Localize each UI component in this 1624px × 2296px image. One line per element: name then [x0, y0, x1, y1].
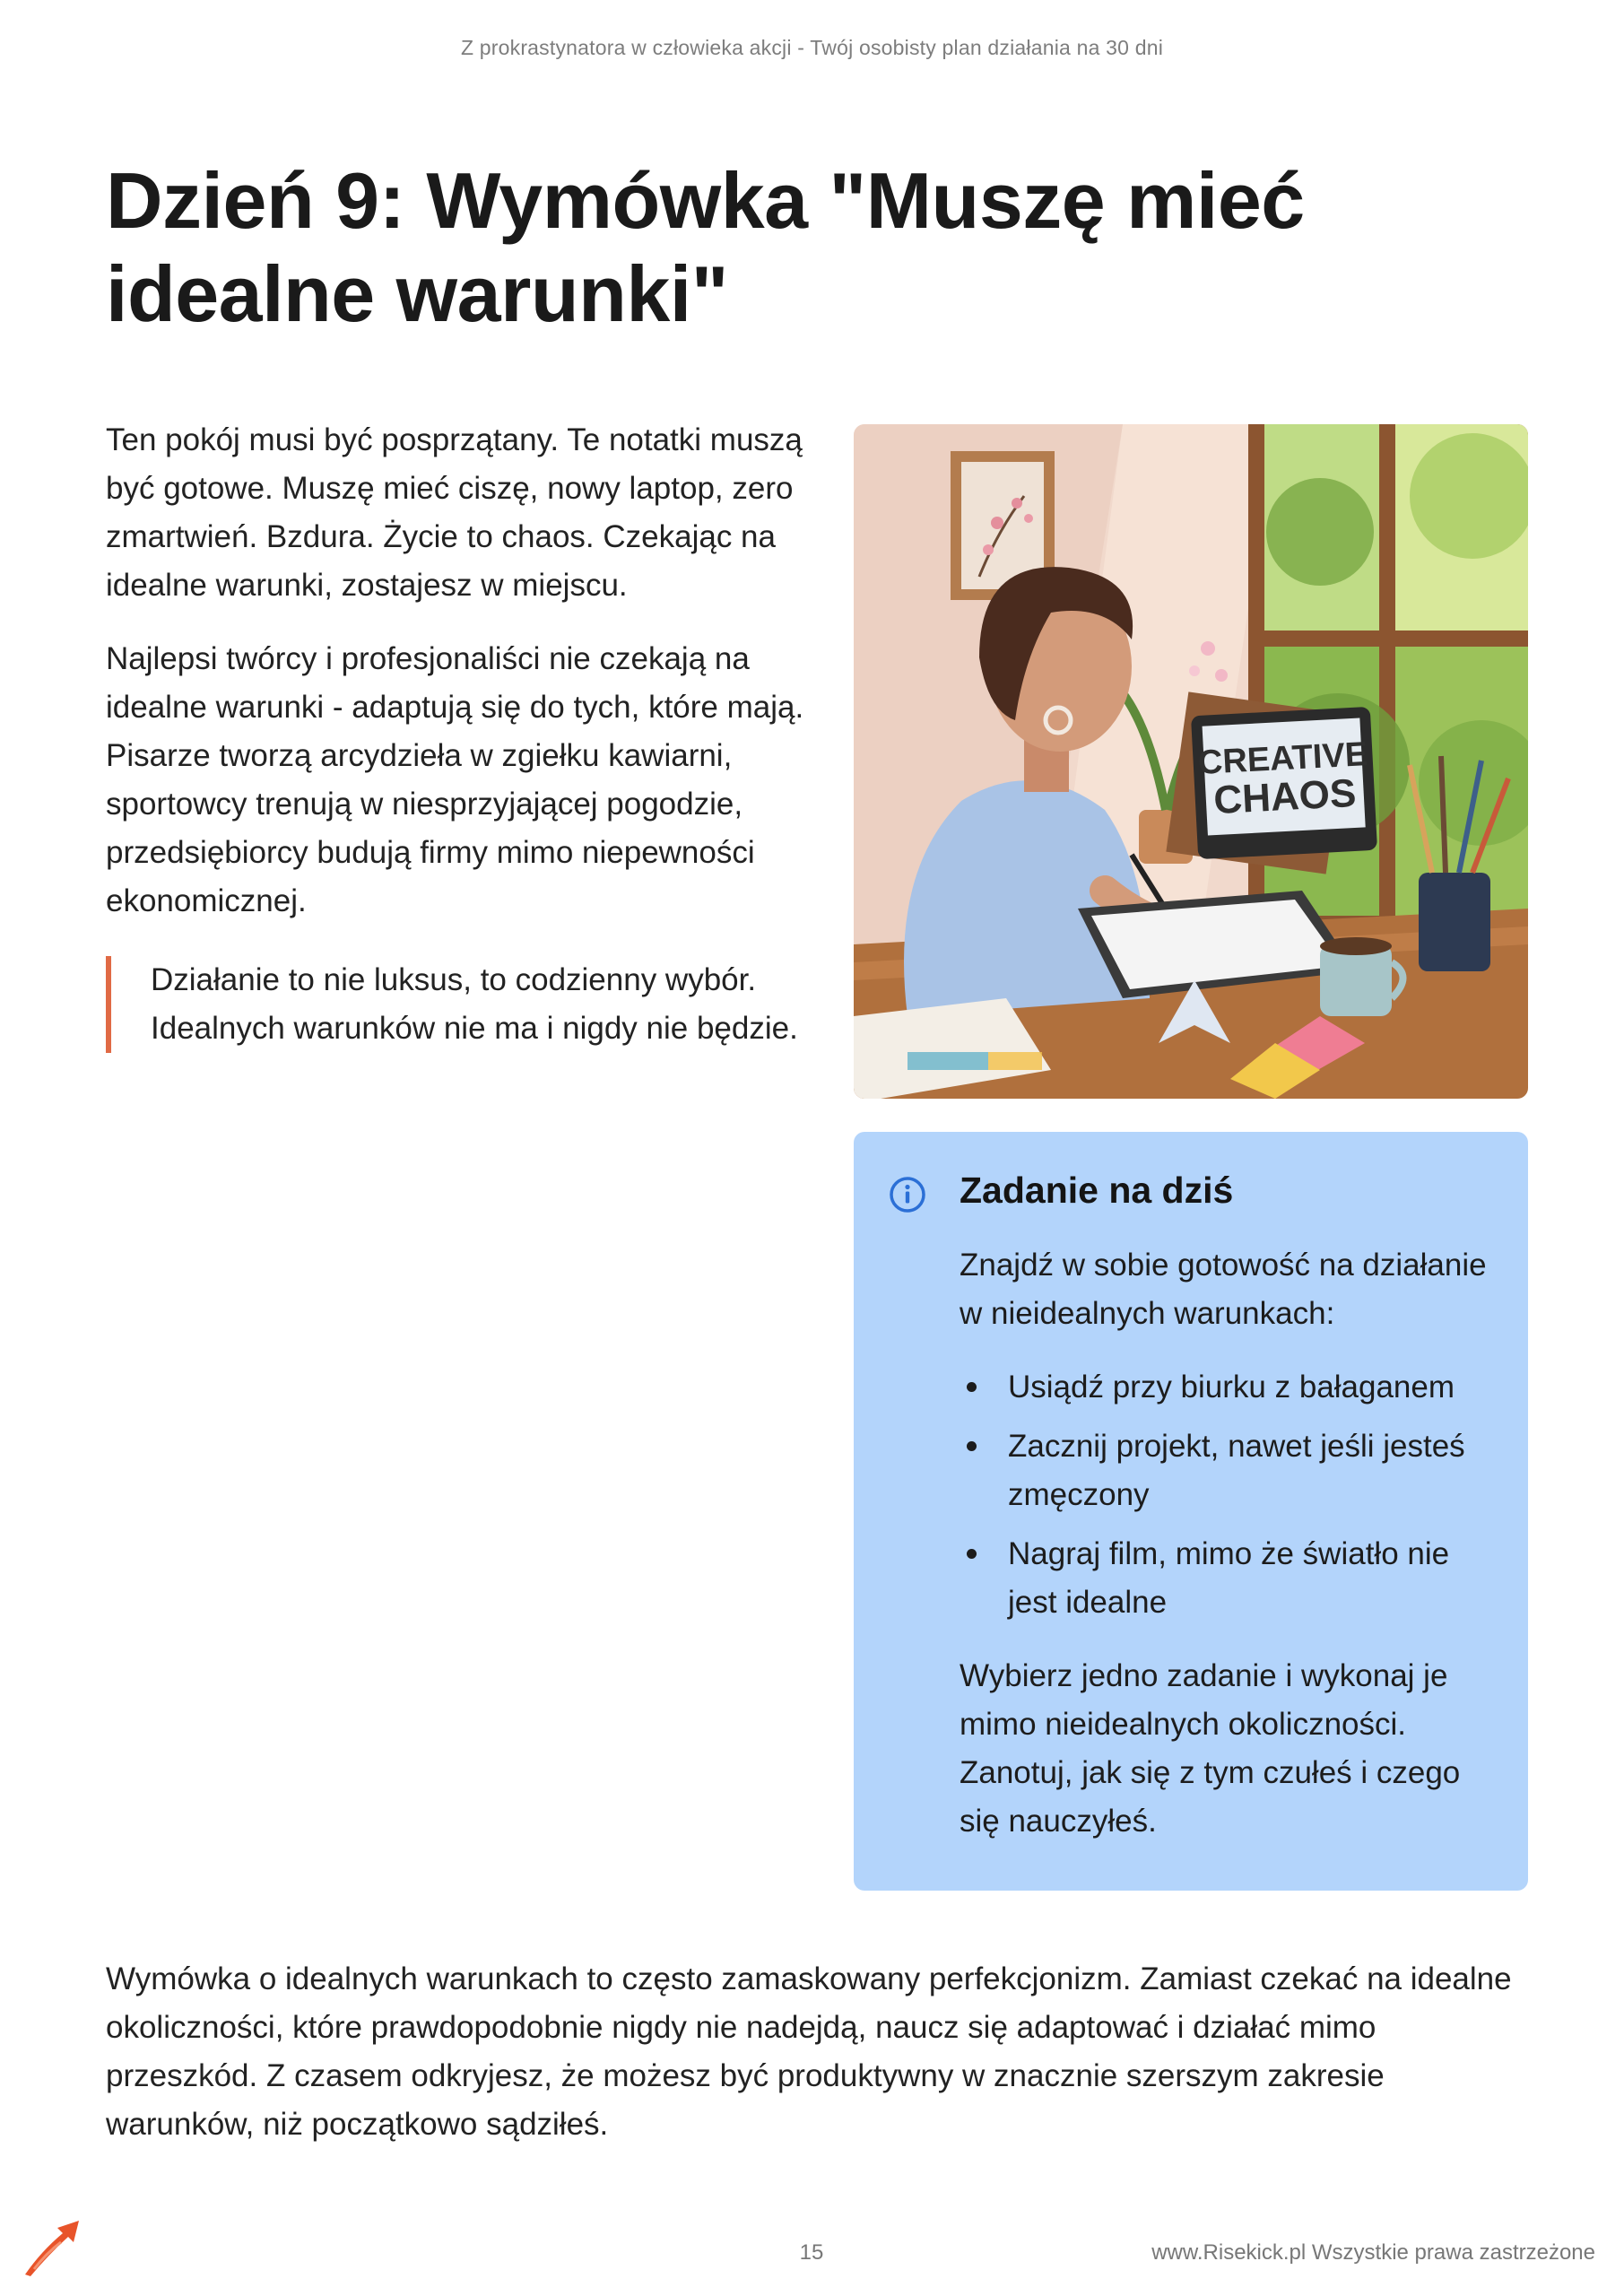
- creative-chaos-illustration: [854, 424, 1528, 1099]
- tablet-screen-text: CREATIVE: [1196, 735, 1369, 782]
- intro-paragraph-1: Ten pokój musi być posprzątany. Te notatki muszą być gotowe. Muszę mieć ciszę, nowy laptop, zero zmartwień. Bzdura. Życie to chaos. Czekając na idealne warunki, zostajesz w miejscu.: [106, 422, 803, 603]
- bullet-icon: [967, 1382, 977, 1392]
- color-swatch: [908, 1052, 988, 1070]
- footer-copyright: www.Risekick.pl Wszystkie prawa zastrzeżone: [1151, 2240, 1595, 2265]
- task-list-item: [960, 1363, 1498, 1412]
- closing-paragraph: Wymówka o idealnych warunkach to często zamaskowany perfekcjonizm. Zamiast czekać na idealne okoliczności, które prawdopodobnie nigdy nie nadejdą, naucz się adaptować i działać mimo przeszkód. Z czasem odkryjesz, że możesz być produktywny w znacznie szerszym zakresie warunków, niż początkowo sądziłeś.: [106, 1961, 1512, 2142]
- info-icon: [888, 1175, 927, 1214]
- picture-blossom: [983, 544, 994, 555]
- task-list-item-text: Usiądź przy biurku z bałaganem: [1008, 1370, 1455, 1405]
- brush-cup: [1419, 873, 1490, 971]
- intro-paragraph-2: Najlepsi twórcy i profesjonaliści nie czekają na idealne warunki - adaptują się do tych, które mają. Pisarze tworzą arcydzieła w zgiełku kawiarni, sportowcy trenują w niesprzyjającej pogodzie, przedsiębiorcy budują firmy mimo niepewności ekonomicznej.: [106, 641, 804, 918]
- picture-blossom: [1024, 514, 1033, 523]
- mug-coffee: [1320, 937, 1392, 955]
- running-header: Z prokrastynatora w człowieka akcji - Twój osobisty plan działania na 30 dni: [460, 36, 1164, 59]
- blossom: [1189, 665, 1200, 676]
- tablet-screen-text: CHAOS: [1212, 770, 1358, 823]
- task-box: [854, 1132, 1528, 1891]
- task-list: [960, 1363, 1498, 1627]
- task-outro: Wybierz jedno zadanie i wykonaj je mimo nieidealnych okoliczności. Zanotuj, jak się z tym czułeś i czego się nauczyłeś.: [960, 1658, 1461, 1839]
- color-swatch: [988, 1052, 1042, 1070]
- task-list-item-text: Nagraj film, mimo że światło nie jest idealne: [1008, 1536, 1450, 1620]
- page-title: Dzień 9: Wymówka "Muszę mieć idealne warunki": [106, 156, 1305, 338]
- task-list-item: [960, 1530, 1498, 1627]
- picture-blossom: [1012, 498, 1022, 509]
- picture-blossom: [991, 517, 1003, 529]
- blossom: [1215, 669, 1228, 682]
- tree-foliage: [1266, 478, 1374, 586]
- page-number: 15: [799, 2240, 824, 2265]
- bullet-icon: [967, 1441, 977, 1451]
- risekick-logo-icon: [22, 2215, 84, 2278]
- task-list-item: [960, 1422, 1498, 1519]
- task-intro: Znajdź w sobie gotowość na działanie w nieidealnych warunkach:: [960, 1248, 1487, 1331]
- bullet-icon: [967, 1549, 977, 1559]
- task-list-item-text: Zacznij projekt, nawet jeśli jesteś zmęczony: [1008, 1429, 1465, 1512]
- task-title: Zadanie na dziś: [960, 1170, 1234, 1211]
- intro-column: [106, 416, 805, 1053]
- pull-quote: Działanie to nie luksus, to codzienny wybór. Idealnych warunków nie ma i nigdy nie będzie.: [106, 956, 805, 1053]
- blossom: [1201, 641, 1215, 656]
- task-content: [960, 1164, 1498, 1846]
